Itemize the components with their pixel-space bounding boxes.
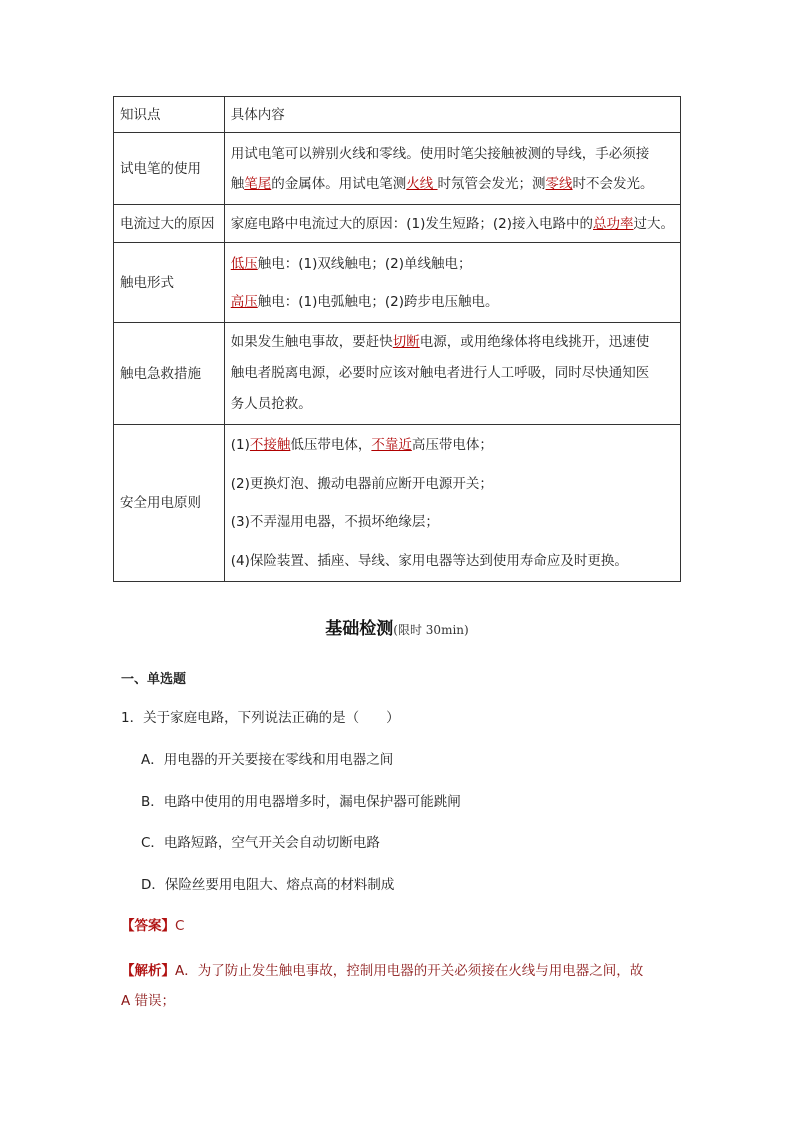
row-label-shock: 触电形式 — [114, 243, 225, 323]
shock-text-1: 触电：(1)双线触电；(2)单线触电； — [257, 255, 472, 272]
table-row — [114, 205, 681, 243]
analysis-tag: 【解析】 — [121, 963, 175, 979]
safety-line-4: (4)保险装置、插座、导线、家用电器等达到使用寿命应及时更换。 — [230, 552, 628, 569]
option-c: C．电路短路，空气开关会自动切断电路 — [141, 835, 380, 851]
keyword-live-wire: 火线 — [406, 175, 438, 192]
overload-line — [231, 214, 674, 234]
row-content-pen — [224, 133, 680, 205]
text-touch: 触 — [230, 175, 245, 192]
safety-num-1: (1) — [230, 437, 250, 453]
overload-text-a: 家庭电路中电流过大的原因：(1)发生短路；(2)接入电路中的 — [230, 215, 593, 232]
keyword-total-power: 总功率 — [593, 215, 634, 232]
rescue-line-2: 触电者脱离电源，必要时应该对触电者进行人工呼吸，同时尽快通知医 — [230, 365, 650, 381]
row-content-rescue — [224, 323, 680, 425]
table-row — [114, 425, 681, 582]
text-glow: 时氖管会发光；测 — [437, 175, 546, 192]
rescue-text-a: 如果发生触电事故，要赶快 — [230, 334, 393, 350]
row-content-overload — [224, 205, 680, 243]
keyword-pen-tail: 笔尾 — [244, 175, 272, 192]
row-label-pen: 试电笔的使用 — [114, 133, 225, 205]
answer-line — [121, 914, 184, 934]
analysis-line-2: A 错误； — [121, 993, 176, 1009]
option-d: D．保险丝要用电阻大、熔点高的材料制成 — [141, 877, 395, 893]
knowledge-table — [113, 96, 681, 582]
pen-line-2 — [231, 169, 674, 199]
question-stem: 1．关于家庭电路，下列说法正确的是（ ） — [121, 710, 400, 726]
header-knowledge-point: 知识点 — [114, 97, 225, 133]
shock-line-2 — [231, 283, 674, 321]
analysis-block — [121, 956, 681, 1016]
keyword-high-voltage: 高压 — [230, 293, 258, 310]
pen-line-1: 用试电笔可以辨别火线和零线。使用时笔尖接触被测的导线，手必须接 — [230, 145, 650, 162]
rescue-line-1 — [231, 327, 674, 358]
table-row — [114, 133, 681, 205]
option-b: B．电路中使用的用电器增多时，漏电保护器可能跳闸 — [141, 794, 461, 810]
answer-tag: 【答案】 — [121, 918, 175, 934]
table-row — [114, 243, 681, 323]
text-test: 的金属体。用试电笔测 — [271, 175, 407, 192]
safety-text-high: 高压带电体； — [411, 437, 493, 453]
safety-line-1 — [231, 426, 674, 465]
answer-value: C — [175, 918, 185, 934]
keyword-neutral-wire: 零线 — [545, 175, 573, 192]
row-content-safety — [224, 425, 680, 582]
row-label-rescue: 触电急救措施 — [114, 323, 225, 425]
rescue-line-3: 务人员抢救。 — [230, 396, 312, 412]
section-title — [0, 614, 794, 639]
rescue-text-c: 电源，或用绝缘体将电线挑开，迅速使 — [419, 334, 650, 350]
row-label-overload: 电流过大的原因 — [114, 205, 225, 243]
shock-line-1 — [231, 245, 674, 283]
safety-text-low: 低压带电体， — [290, 437, 372, 453]
row-label-safety: 安全用电原则 — [114, 425, 225, 582]
overload-text-c: 过大。 — [633, 215, 674, 232]
text-no-glow: 时不会发光。 — [572, 175, 654, 192]
section-title-main: 基础检测 — [325, 619, 394, 639]
shock-text-2: 触电：(1)电弧触电；(2)跨步电压触电。 — [257, 293, 499, 310]
keyword-no-touch: 不接触 — [249, 437, 291, 453]
keyword-low-voltage: 低压 — [230, 255, 258, 272]
table-row — [114, 323, 681, 425]
part-heading: 一、单选题 — [121, 672, 187, 687]
header-content: 具体内容 — [224, 97, 680, 133]
safety-line-2: (2)更换灯泡、搬动电器前应断开电源开关； — [230, 475, 493, 492]
safety-line-3: (3)不弄湿用电器，不损坏绝缘层； — [230, 514, 439, 530]
keyword-cut-off: 切断 — [392, 334, 420, 350]
option-a: A．用电器的开关要接在零线和用电器之间 — [141, 752, 394, 768]
row-content-shock — [224, 243, 680, 323]
keyword-no-approach: 不靠近 — [371, 437, 412, 453]
table-header-row — [114, 97, 681, 133]
section-title-time-limit: (限时 30min) — [393, 623, 469, 637]
analysis-line-1 — [121, 956, 681, 986]
analysis-text-1: A．为了防止发生触电事故，控制用电器的开关必须接在火线与用电器之间，故 — [175, 963, 644, 979]
